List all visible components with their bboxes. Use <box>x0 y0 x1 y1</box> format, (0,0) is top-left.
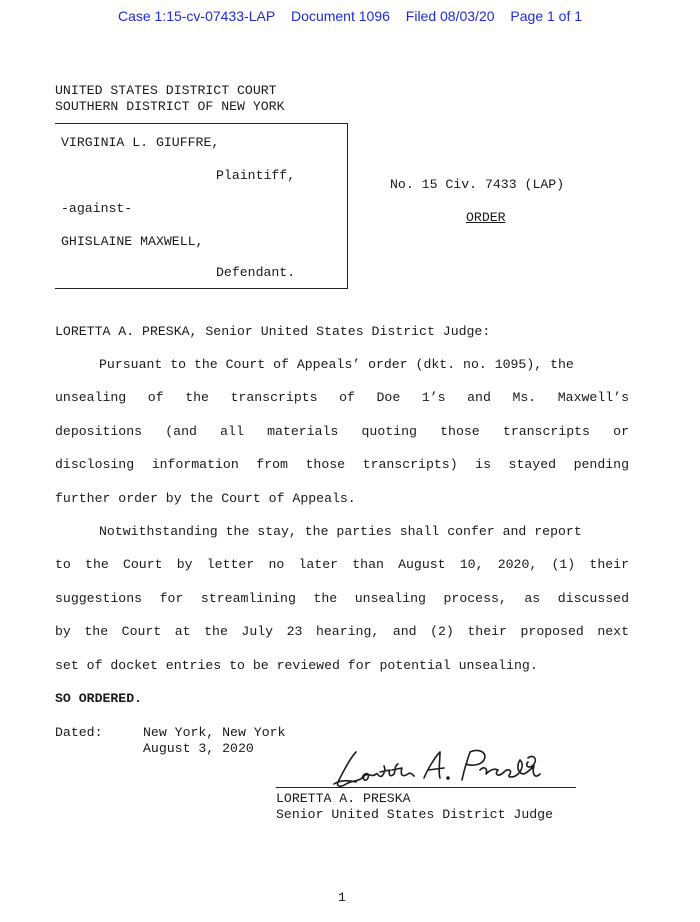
paragraph-report <box>55 524 629 691</box>
ecf-document-number: Document 1096 <box>291 8 390 24</box>
court-name-line2: SOUTHERN DISTRICT OF NEW YORK <box>55 99 285 114</box>
paragraph-line: Pursuant to the Court of Appeals’ order (dkt. no. 1095), the <box>99 357 574 372</box>
paragraph-line: by the Court at the July 23 hearing, and (2) their proposed next <box>55 624 629 640</box>
case-caption-box <box>55 123 348 289</box>
ecf-filed-date: Filed 08/03/20 <box>405 8 495 24</box>
dated-date: August 3, 2020 <box>143 741 254 756</box>
dated-place: New York, New York <box>143 725 286 740</box>
case-number: No. 15 Civ. 7433 (LAP) <box>390 177 565 192</box>
judge-signature <box>328 744 558 792</box>
ecf-case-number: Case 1:15-cv-07433-LAP <box>117 8 276 24</box>
document-title: ORDER <box>466 210 506 225</box>
signature-line <box>276 787 576 788</box>
paragraph-line: further order by the Court of Appeals. <box>55 490 356 506</box>
paragraph-stay <box>55 357 629 524</box>
paragraph-line: Notwithstanding the stay, the parties shall confer and report <box>99 524 582 539</box>
signer-block <box>276 791 553 823</box>
dated-label: Dated: <box>55 725 103 740</box>
page-number: 1 <box>338 890 346 905</box>
ecf-page-count: Page 1 of 1 <box>510 8 583 24</box>
court-name <box>55 83 285 115</box>
court-name-line1: UNITED STATES DISTRICT COURT <box>55 83 277 98</box>
paragraph-line: depositions (and all materials quoting those transcripts or <box>55 423 629 439</box>
judge-intro: LORETTA A. PRESKA, Senior United States District Judge: <box>55 324 491 339</box>
so-ordered: SO ORDERED. <box>55 691 143 706</box>
dated-value <box>143 725 285 757</box>
plaintiff-role: Plaintiff, <box>216 168 296 183</box>
plaintiff-name: VIRGINIA L. GIUFFRE, <box>61 135 220 150</box>
defendant-role: Defendant. <box>216 265 296 280</box>
paragraph-line: suggestions for streamlining the unsealing process, as discussed <box>55 590 629 606</box>
signer-name: LORETTA A. PRESKA <box>276 791 411 806</box>
ecf-header <box>0 8 700 24</box>
defendant-name: GHISLAINE MAXWELL, <box>61 234 204 249</box>
paragraph-line: to the Court by letter no later than August 10, 2020, (1) their <box>55 557 629 573</box>
signer-title: Senior United States District Judge <box>276 807 553 822</box>
against-label: -against- <box>61 201 133 216</box>
paragraph-line: set of docket entries to be reviewed for potential unsealing. <box>55 657 538 673</box>
paragraph-line: disclosing information from those transcripts) is stayed pending <box>55 457 629 473</box>
paragraph-line: unsealing of the transcripts of Doe 1’s and Ms. Maxwell’s <box>55 390 629 406</box>
